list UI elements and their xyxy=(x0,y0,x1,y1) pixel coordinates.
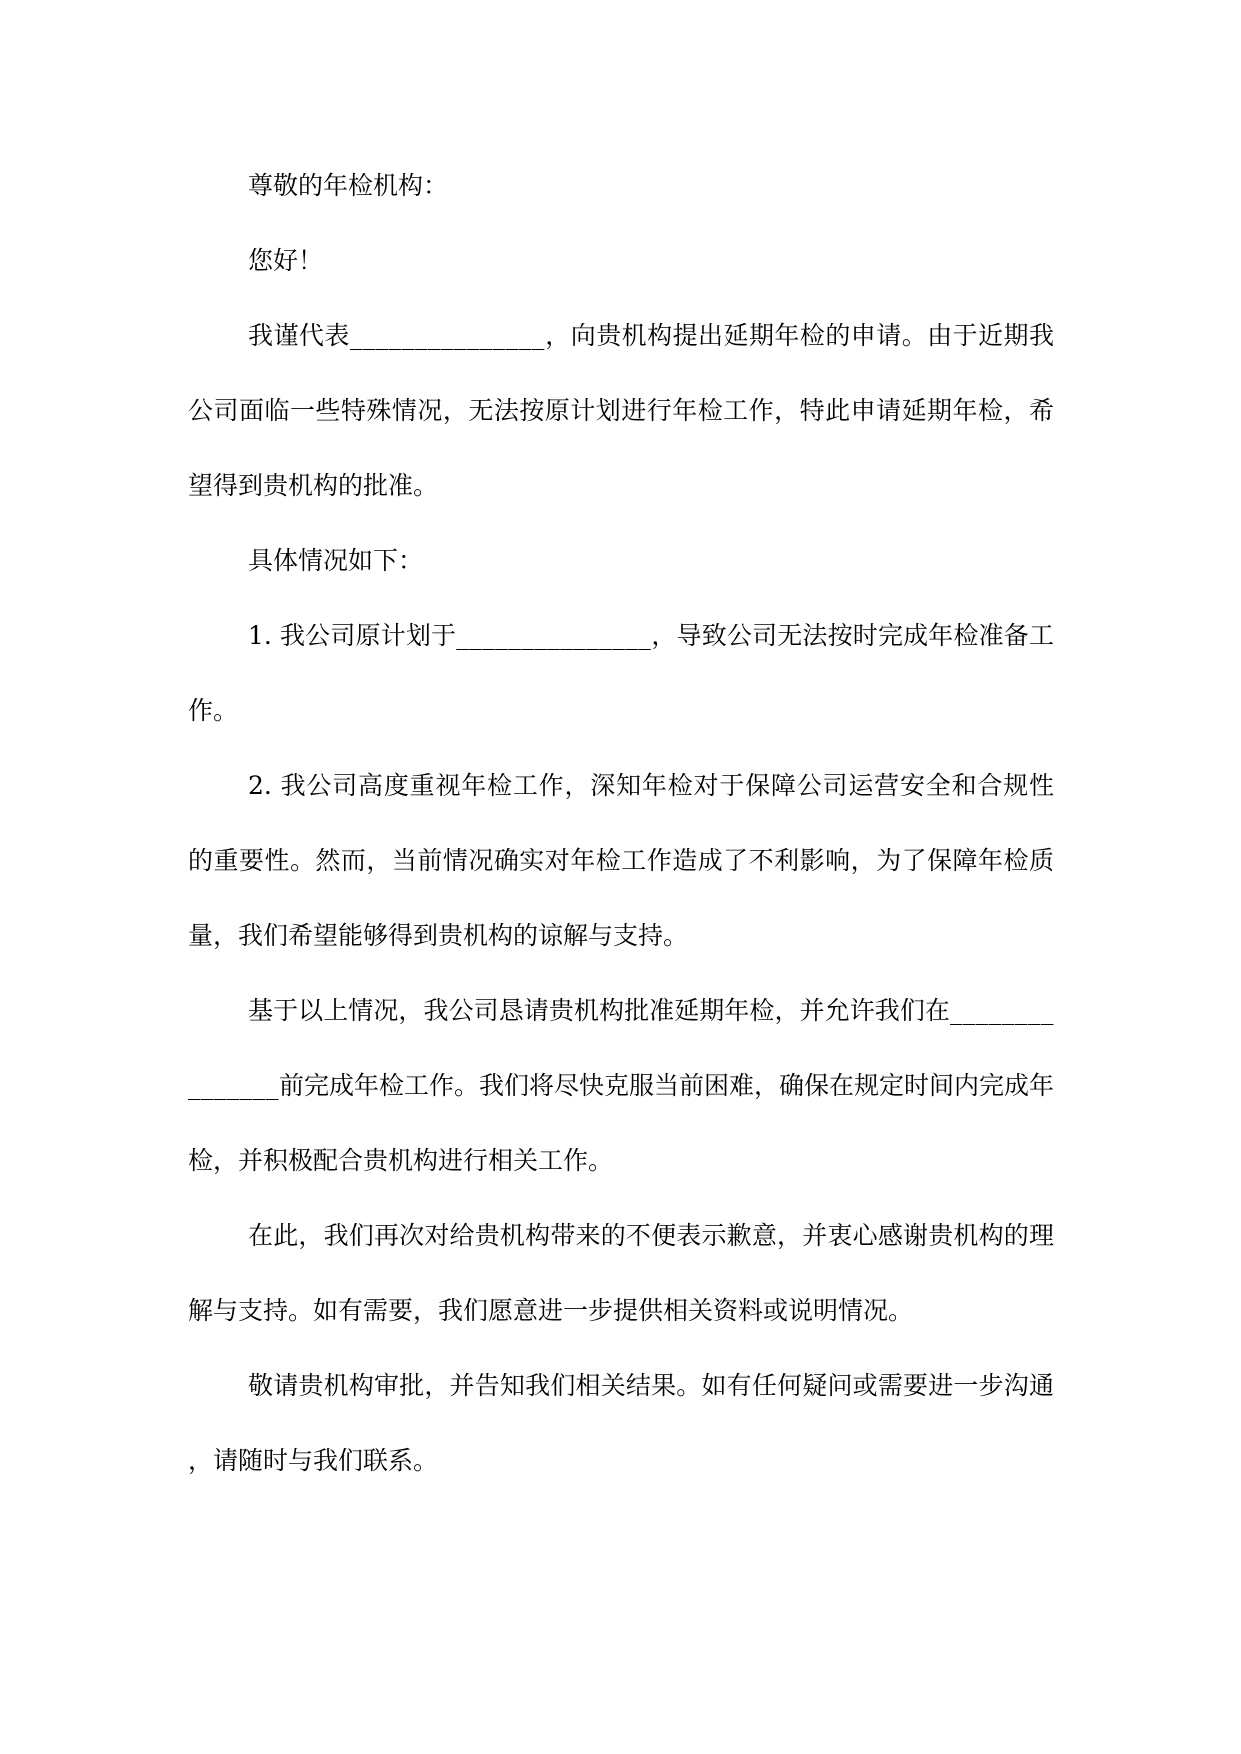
detail-item-2: 2. 我公司高度重视年检工作，深知年检对于保障公司运营安全和合规性的重要性。然而，当前情况确实对年检工作造成了不利影响，为了保障年检质量，我们希望能够得到贵机构的谅解与支持。 xyxy=(188,771,1054,950)
apology-paragraph: 在此，我们再次对给贵机构带来的不便表示歉意，并衷心感谢贵机构的理解与支持。如有需要，我们愿意进一步提供相关资料或说明情况。 xyxy=(188,1221,1054,1325)
deadline-blank: _______________ xyxy=(188,996,1054,1100)
extension-paragraph xyxy=(188,973,1054,1198)
extension-lead: 基于以上情况，我公司恳请贵机构批准延期年检，并允许我们在 xyxy=(248,996,950,1025)
request-rest: ，向贵机构提出延期年检的申请。由于近期我公司面临一些特殊情况，无法按原计划进行年检工作，特此申请延期年检，希望得到贵机构的批准。 xyxy=(188,321,1054,500)
request-lead: 我谨代表 xyxy=(248,321,350,350)
extension-rest: 前完成年检工作。我们将尽快克服当前困难，确保在规定时间内完成年检，并积极配合贵机构进行相关工作。 xyxy=(188,1071,1055,1175)
request-paragraph xyxy=(188,298,1054,523)
plan-date-blank: _______________ xyxy=(456,621,652,650)
greeting: 您好！ xyxy=(248,246,324,275)
detail-item-1 xyxy=(188,598,1054,748)
detail-item-1-rest: ，导致公司无法按时完成年检准备工作。 xyxy=(188,621,1054,725)
letter-body xyxy=(188,148,1054,1498)
company-name-blank: _______________ xyxy=(349,321,545,350)
salutation: 尊敬的年检机构： xyxy=(248,171,449,200)
detail-item-1-lead: 1. 我公司原计划于 xyxy=(248,621,457,650)
details-heading: 具体情况如下： xyxy=(248,546,424,575)
closing-paragraph: 敬请贵机构审批，并告知我们相关结果。如有任何疑问或需要进一步沟通，请随时与我们联系。 xyxy=(188,1371,1054,1475)
